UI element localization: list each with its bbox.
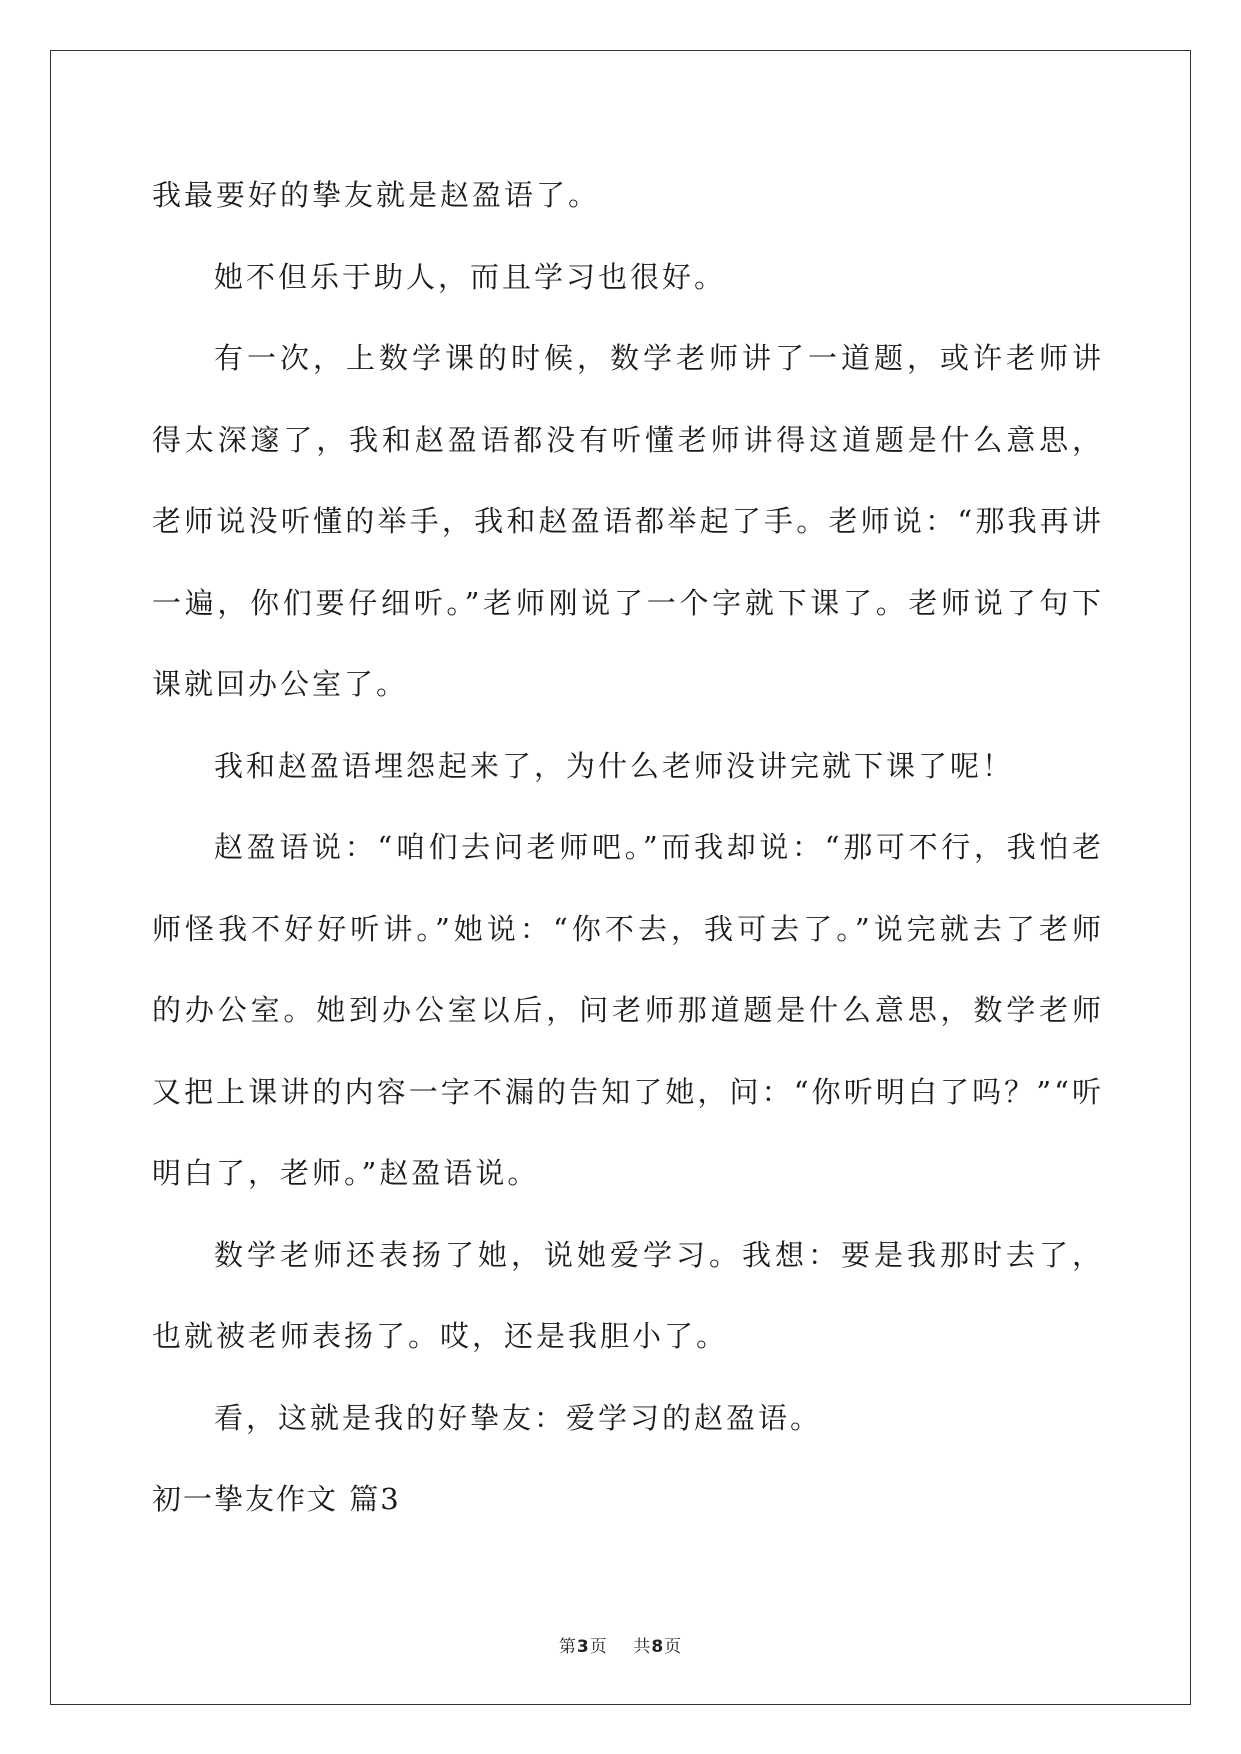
paragraph-4: 我和赵盈语埋怨起来了，为什么老师没讲完就下课了呢！ bbox=[214, 748, 1015, 783]
paragraph-3: 有一次，上数学课的时候，数学老师讲了一道题，或许老师讲得太深邃了，我和赵盈语都没有听懂老师讲得这道题是什么意思，老师说没听懂的举手，我和赵盈语都举起了手。老师说：“那我再讲一遍，你们要仔细听。”老师刚说了一个字就下课了。老师说了句下课就回办公室了。 bbox=[152, 341, 1104, 701]
footer-page-word: 页 bbox=[589, 1637, 608, 1657]
page-footer bbox=[0, 1632, 1241, 1657]
paragraph-7: 看，这就是我的好挚友：爱学习的赵盈语。 bbox=[214, 1400, 823, 1435]
paragraph-5: 赵盈语说：“咱们去问老师吧。”而我却说：“那可不行，我怕老师怪我不好好听讲。”她说：“你不去，我可去了。”说完就去了老师的办公室。她到办公室以后，问老师那道题是什么意思，数学老师又把上课讲的内容一字不漏的告知了她，问：“你听明白了吗？”“听明白了，老师。”赵盈语说。 bbox=[152, 830, 1104, 1190]
document-body bbox=[152, 155, 1104, 1541]
footer-total-pages: 8 bbox=[651, 1637, 665, 1657]
paragraph-6: 数学老师还表扬了她，说她爱学习。我想：要是我那时去了，也就被老师表扬了。哎，还是我胆小了。 bbox=[152, 1237, 1104, 1353]
paragraph-1: 我最要好的挚友就是赵盈语了。 bbox=[152, 178, 601, 212]
paragraph-2: 她不但乐于助人，而且学习也很好。 bbox=[214, 259, 727, 294]
section-heading: 初一挚友作文 篇3 bbox=[152, 1482, 401, 1516]
footer-current-page: 3 bbox=[576, 1637, 590, 1657]
footer-total-suffix: 页 bbox=[664, 1637, 683, 1657]
footer-prefix: 第 bbox=[558, 1637, 577, 1657]
footer-total-prefix: 共 bbox=[633, 1637, 652, 1657]
